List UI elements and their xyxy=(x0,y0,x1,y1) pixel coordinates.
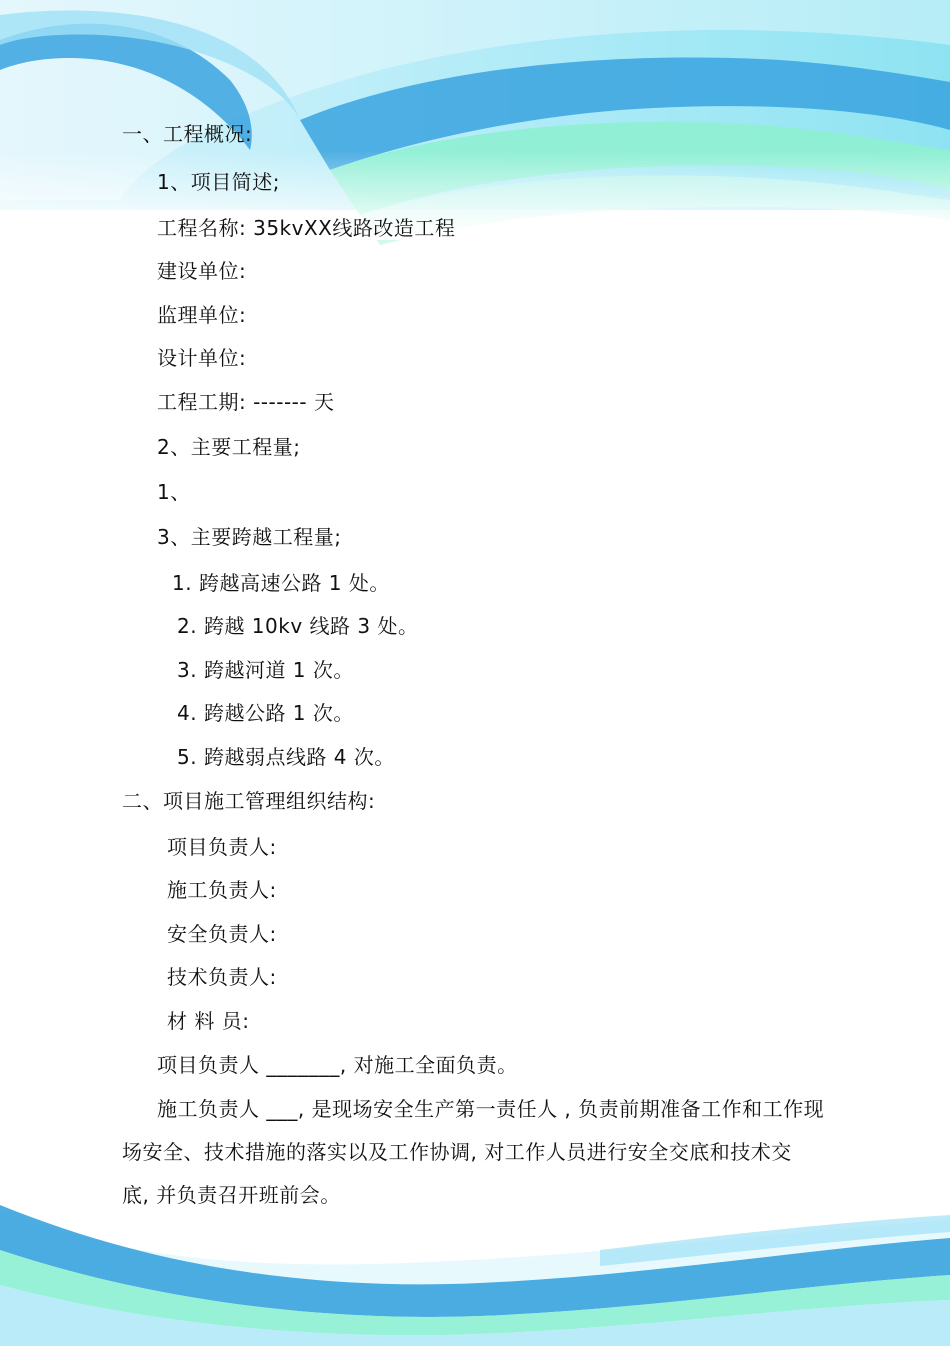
section-heading-organization: 二、项目施工管理组织结构: xyxy=(122,789,376,813)
field-builder: 建设单位: xyxy=(157,259,247,283)
field-project-name: 工程名称: 35kvXX线路改造工程 xyxy=(157,216,456,240)
paragraph-project-lead: 项目负责人 _______, 对施工全面负责。 xyxy=(157,1053,518,1077)
bottom-wave-decoration xyxy=(0,1205,950,1346)
paragraph-construction-lead-line: 场安全、技术措施的落实以及工作协调, 对工作人员进行安全交底和技术交 xyxy=(122,1140,792,1164)
crossing-item: 5. 跨越弱点线路 4 次。 xyxy=(177,745,395,769)
field-duration: 工程工期: ------- 天 xyxy=(157,390,335,414)
main-quantities-item: 1、 xyxy=(157,480,191,504)
field-designer: 设计单位: xyxy=(157,346,247,370)
subheading-main-quantities: 2、主要工程量; xyxy=(157,435,301,459)
crossing-item: 1. 跨越高速公路 1 处。 xyxy=(172,571,390,595)
role-label: 技术负责人: xyxy=(167,965,277,989)
role-label: 安全负责人: xyxy=(167,922,277,946)
subheading-crossings: 3、主要跨越工程量; xyxy=(157,525,342,549)
crossing-item: 3. 跨越河道 1 次。 xyxy=(177,658,354,682)
role-label: 材 料 员: xyxy=(167,1009,250,1033)
paragraph-construction-lead-line: 施工负责人 ___, 是现场安全生产第一责任人 , 负责前期准备工作和工作现 xyxy=(157,1097,825,1121)
paragraph-construction-lead-line: 底, 并负责召开班前会。 xyxy=(122,1183,341,1207)
subheading-project-brief: 1、项目简述; xyxy=(157,170,280,194)
section-heading-overview: 一、工程概况: xyxy=(122,122,253,146)
role-label: 施工负责人: xyxy=(167,878,277,902)
role-label: 项目负责人: xyxy=(167,835,277,859)
crossing-item: 2. 跨越 10kv 线路 3 处。 xyxy=(177,614,419,638)
field-supervisor: 监理单位: xyxy=(157,303,247,327)
crossing-item: 4. 跨越公路 1 次。 xyxy=(177,701,354,725)
